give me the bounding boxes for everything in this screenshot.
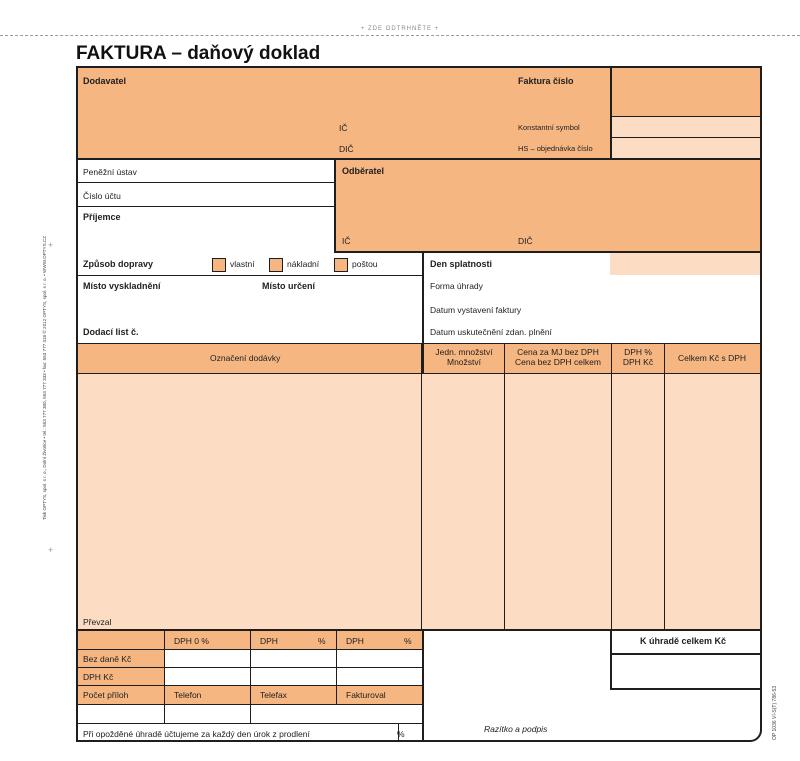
supplier-dic-label: DIČ bbox=[339, 144, 354, 154]
invoice-number-field[interactable] bbox=[610, 68, 762, 116]
transport-label: Způsob dopravy bbox=[83, 259, 154, 269]
late-fee-percent: % bbox=[397, 729, 405, 739]
page-title: FAKTURA – daňový doklad bbox=[76, 43, 321, 64]
constant-symbol-field[interactable] bbox=[610, 116, 762, 137]
col-price: Cena za MJ bez DPH Cena bez DPH celkem bbox=[515, 347, 601, 367]
transport-option-nakladni: nákladní bbox=[287, 259, 320, 269]
payment-form-label: Forma úhrady bbox=[430, 281, 483, 291]
total-due-field[interactable] bbox=[611, 655, 762, 687]
constant-symbol-label: Konstantní symbol bbox=[518, 123, 580, 132]
base-row-label: Bez daně Kč bbox=[83, 654, 132, 664]
items-header bbox=[78, 343, 762, 373]
invoice-number-label: Faktura číslo bbox=[518, 76, 574, 86]
col-description: Označení dodávky bbox=[210, 353, 281, 363]
vat-a-percent: % bbox=[318, 636, 326, 646]
checkbox-postou[interactable] bbox=[334, 258, 348, 272]
supplier-label: Dodavatel bbox=[83, 76, 127, 86]
customer-ic-label: IČ bbox=[342, 236, 351, 246]
vat-b-label: DPH bbox=[346, 636, 364, 646]
cut-line bbox=[0, 35, 800, 36]
issue-date-label: Datum vystavení faktury bbox=[430, 305, 522, 315]
items-area[interactable] bbox=[78, 373, 762, 629]
invoice-form bbox=[76, 66, 762, 742]
due-date-field[interactable] bbox=[610, 253, 762, 275]
account-label: Číslo účtu bbox=[83, 191, 121, 201]
taxable-date-label: Datum uskutečnění zdan. plnění bbox=[430, 327, 552, 337]
registration-mark-icon: + bbox=[48, 545, 54, 555]
printer-imprint: Tisk OPTYS, spol. s r. o., Dolní Životice • tel.: 553 777 380, 553 777 333 • fax: 553 777 318 © 2012 OPTYS, spol. s r. o. • WWW.OPTYS.CZ bbox=[42, 235, 47, 520]
delivery-note-label: Dodací list č. bbox=[83, 327, 139, 337]
checkbox-vlastni[interactable] bbox=[212, 258, 226, 272]
transport-option-postou: poštou bbox=[352, 259, 378, 269]
order-number-field[interactable] bbox=[610, 138, 762, 158]
supplier-ic-label: IČ bbox=[339, 123, 348, 133]
form-code: OP 1036 VÍ-S(T) 786-53 bbox=[772, 685, 778, 740]
vat0-label: DPH 0 % bbox=[174, 636, 209, 646]
order-number-label: HS – objednávka číslo bbox=[518, 144, 593, 153]
attachments-label: Počet příloh bbox=[83, 690, 129, 700]
phone-label: Telefon bbox=[174, 690, 202, 700]
registration-mark-icon: + bbox=[48, 240, 54, 250]
vat-a-label: DPH bbox=[260, 636, 278, 646]
destination-label: Místo určení bbox=[262, 281, 316, 291]
late-fee-label: Při opožděné úhradě účtujeme za každý den úrok z prodlení bbox=[83, 729, 310, 739]
bank-label: Peněžní ústav bbox=[83, 167, 137, 177]
checkbox-nakladni[interactable] bbox=[269, 258, 283, 272]
recipient-label: Příjemce bbox=[83, 212, 121, 222]
vat-b-percent: % bbox=[404, 636, 412, 646]
received-label: Převzal bbox=[83, 617, 112, 627]
due-date-label: Den splatnosti bbox=[430, 259, 493, 269]
customer-dic-label: DIČ bbox=[518, 236, 533, 246]
transport-option-vlastni: vlastní bbox=[230, 259, 255, 269]
customer-field[interactable] bbox=[334, 160, 762, 251]
fax-label: Telefax bbox=[260, 690, 287, 700]
storage-place-label: Místo vyskladnění bbox=[83, 281, 161, 291]
col-vat: DPH % DPH Kč bbox=[622, 347, 654, 367]
cut-label: + ZDE ODTRHNĚTE + bbox=[352, 26, 448, 32]
stamp-signature-label: Razítko a podpis bbox=[484, 724, 548, 734]
total-due-label: K úhradě celkem Kč bbox=[640, 636, 727, 646]
invoiced-by-label: Fakturoval bbox=[346, 690, 386, 700]
vat-row-label: DPH Kč bbox=[83, 672, 114, 682]
customer-label: Odběratel bbox=[342, 166, 385, 176]
col-quantity: Jedn. množství Množství bbox=[435, 347, 493, 367]
col-total: Celkem Kč s DPH bbox=[678, 353, 747, 363]
